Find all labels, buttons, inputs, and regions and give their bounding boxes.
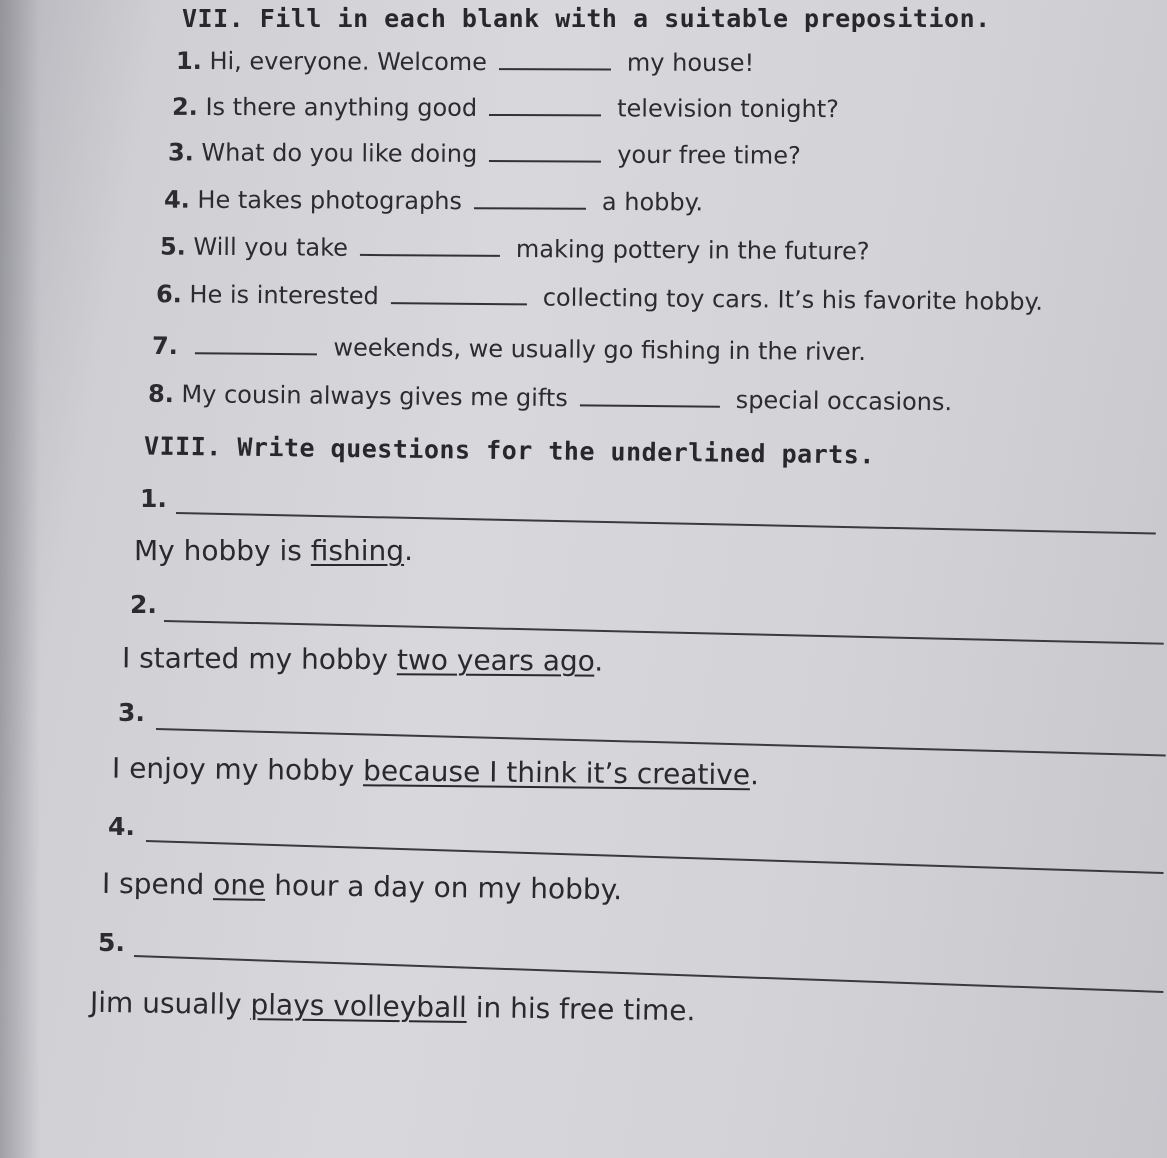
underlined-part: two years ago [396, 643, 595, 678]
given-sentence-4 [102, 867, 622, 906]
underlined-part: fishing [310, 534, 405, 567]
item-text-after: a hobby. [601, 187, 704, 217]
sentence-text: Jim usually [89, 985, 251, 1022]
exercise-7-item-2 [172, 93, 839, 123]
item-text-after: special occasions. [735, 385, 953, 417]
sentence-text: I spend [101, 866, 214, 902]
item-number: 5. [159, 232, 186, 261]
exercise-7-item-3 [168, 138, 801, 169]
exercise-7-item-1 [176, 47, 754, 77]
item-number: 2. [171, 92, 198, 121]
answer-line-2[interactable] [164, 620, 1164, 645]
exercise-7-item-7 [152, 332, 866, 366]
question-number: 4. [108, 812, 135, 841]
item-text-before: Is there anything good [205, 92, 478, 122]
answer-blank[interactable] [489, 114, 601, 116]
section-7-title: VII. Fill in each blank with a suitable preposition. [182, 4, 991, 33]
underlined-part: one [212, 868, 266, 902]
given-sentence-1 [134, 534, 413, 567]
sentence-text: . [594, 644, 604, 678]
sentence-text: . [749, 758, 760, 792]
question-number: 5. [98, 928, 125, 957]
underlined-part: plays volleyball [250, 988, 468, 1025]
question-number: 1. [140, 484, 167, 513]
item-text-before: My cousin always gives me gifts [181, 380, 568, 413]
item-text-before: Hi, everyone. Welcome [209, 47, 488, 77]
given-sentence-2 [122, 641, 603, 677]
item-number: 6. [155, 280, 182, 309]
answer-line-5[interactable] [134, 955, 1163, 993]
item-text-after: making pottery in the future? [515, 235, 870, 266]
answer-blank[interactable] [195, 352, 317, 355]
section-8-title: VIII. Write questions for the underlined parts. [143, 431, 876, 470]
sentence-text: My hobby is [134, 534, 311, 567]
answer-blank[interactable] [489, 160, 601, 163]
item-text-after: my house! [626, 48, 755, 78]
question-number: 3. [118, 698, 145, 727]
answer-blank[interactable] [499, 68, 611, 70]
item-text-before: He is interested [189, 280, 379, 311]
item-text-after: television tonight? [617, 94, 839, 124]
item-number: 1. [175, 46, 202, 76]
item-text-after: your free time? [617, 140, 801, 170]
given-sentence-3 [112, 752, 759, 792]
answer-line-3[interactable] [156, 728, 1166, 756]
item-text-before: What do you like doing [201, 138, 478, 168]
given-sentence-5 [90, 986, 696, 1027]
sentence-text: hour a day on my hobby. [265, 868, 623, 907]
question-number: 2. [130, 590, 157, 619]
item-number: 3. [167, 138, 194, 167]
item-number: 8. [147, 379, 174, 409]
answer-blank[interactable] [391, 302, 527, 305]
sentence-text: I enjoy my hobby [111, 751, 364, 788]
sentence-text: . [404, 534, 413, 567]
item-text-after: collecting toy cars. It’s his favorite hobby. [542, 283, 1044, 316]
underlined-part: because I think it’s creative [362, 754, 751, 792]
answer-line-1[interactable] [176, 512, 1156, 535]
sentence-text: in his free time. [466, 991, 696, 1028]
item-number: 4. [163, 185, 190, 214]
answer-blank[interactable] [474, 207, 586, 210]
exercise-7-item-8 [148, 380, 952, 416]
exercise-7-item-5 [160, 233, 870, 266]
item-text-before: He takes photographs [197, 185, 463, 216]
exercise-7-item-6 [156, 280, 1043, 316]
item-text-before: Will you take [193, 232, 349, 262]
item-number: 7. [151, 331, 178, 361]
answer-blank[interactable] [580, 404, 720, 407]
item-text-after: weekends, we usually go fishing in the river. [333, 333, 867, 367]
sentence-text: I started my hobby [121, 641, 398, 677]
exercise-7-item-4 [164, 186, 703, 217]
answer-blank[interactable] [360, 254, 500, 257]
